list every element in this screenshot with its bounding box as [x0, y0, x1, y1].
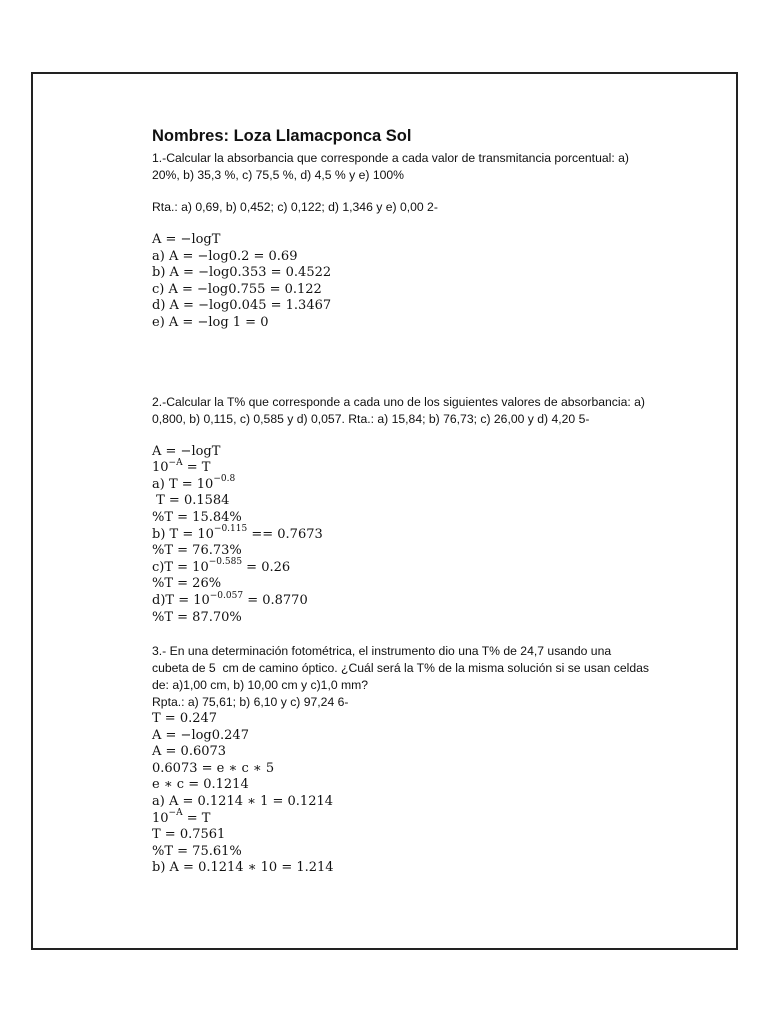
q3-eq-7: T = 0.7561: [152, 827, 226, 843]
q1-eq-4: d) A = −log0.045 = 1.3467: [152, 298, 332, 314]
q2-eq-1: $10^{-A} = T$: [152, 457, 211, 476]
q3-eq-2: A = 0.6073: [152, 744, 227, 760]
q3-eq-6: $10^{-A} = T$: [152, 808, 211, 826]
q2-eq-4: %T = 15.84%: [152, 509, 242, 525]
q3-eq-4: e ∗ c = 0.1214: [152, 777, 249, 793]
q2-eq-5: b) $T = 10^{-0.115} == 0.7673$: [152, 524, 323, 542]
q3-eq-3: 0.6073 = e ∗ c ∗ 5: [152, 760, 275, 776]
q2-eq-10: %T = 87.70%: [152, 609, 242, 625]
document-title: Nombres: Loza Llamacponca Sol: [152, 127, 412, 145]
q1-statement: 1.-Calcular la absorbancia que corresponde a cada valor de transmitancia porcentual: a) 20%, b) 35,3 %, c) 75,5 %, d) 4,5 % y e) 100%: [152, 151, 629, 182]
q2-eq-0: A = −logT: [152, 443, 221, 459]
q2-eq-9: $d)T = 10^{-0.057} = 0.8770$: [152, 590, 308, 608]
q2-eq-6: %T = 76.73%: [152, 543, 242, 559]
q3-eq-1: A = −log0.247: [152, 727, 249, 743]
q2-eq-2: a) $T = 10^{-0.8}$: [152, 474, 236, 492]
q3-eq-8: %T = 75.61%: [152, 843, 242, 859]
q3-eq-9: b) A = 0.1214 ∗ 10 = 1.214: [152, 860, 334, 876]
q1-eq-0: A = −logT: [152, 232, 221, 247]
q3-answer: Rpta.: a) 75,61; b) 6,10 y c) 97,24 6-: [152, 695, 349, 710]
q3-equations: [152, 711, 672, 877]
q2-statement: 2.-Calcular la T% que corresponde a cada uno de los siguientes valores de absorbancia: a) 0,800, b) 0,115, c) 0,585 y d) 0,057. Rta.: a) 15,84; b) 76,73; c) 26,00 y d) 4,20 5-: [152, 394, 645, 426]
document-content: [152, 126, 672, 877]
q1-eq-2: b) A = −log0.353 = 0.4522: [152, 265, 332, 281]
q1-eq-1: a) A = −log0.2 = 0.69: [152, 248, 298, 264]
q1-eq-3: c) A = −log0.755 = 0.122: [152, 281, 322, 297]
q2-equations: [152, 444, 672, 627]
q2-eq-3: T = 0.1584: [152, 493, 230, 509]
q3-statement: 3.- En una determinación fotométrica, el instrumento dio una T% de 24,7 usando una cubeta de 5 cm de camino óptico. ¿Cuál será la T% de la misma solución si se usan celdas de: a)1,00 cm, b) 10,00 cm y c)1,0 mm?: [152, 644, 649, 693]
q3-eq-5: a) A = 0.1214 ∗ 1 = 0.1214: [152, 794, 334, 810]
q1-answer: Rta.: a) 0,69, b) 0,452; c) 0,122; d) 1,346 y e) 0,00 2-: [152, 200, 438, 214]
q2-eq-7: $c)T = 10^{-0.585} = 0.26$: [152, 557, 291, 575]
q3-eq-0: T = 0.247: [152, 711, 218, 727]
q2-eq-8: %T = 26%: [152, 576, 222, 592]
q1-eq-5: e) A = −log 1 = 0: [152, 314, 269, 330]
q1-equations: [152, 232, 672, 332]
